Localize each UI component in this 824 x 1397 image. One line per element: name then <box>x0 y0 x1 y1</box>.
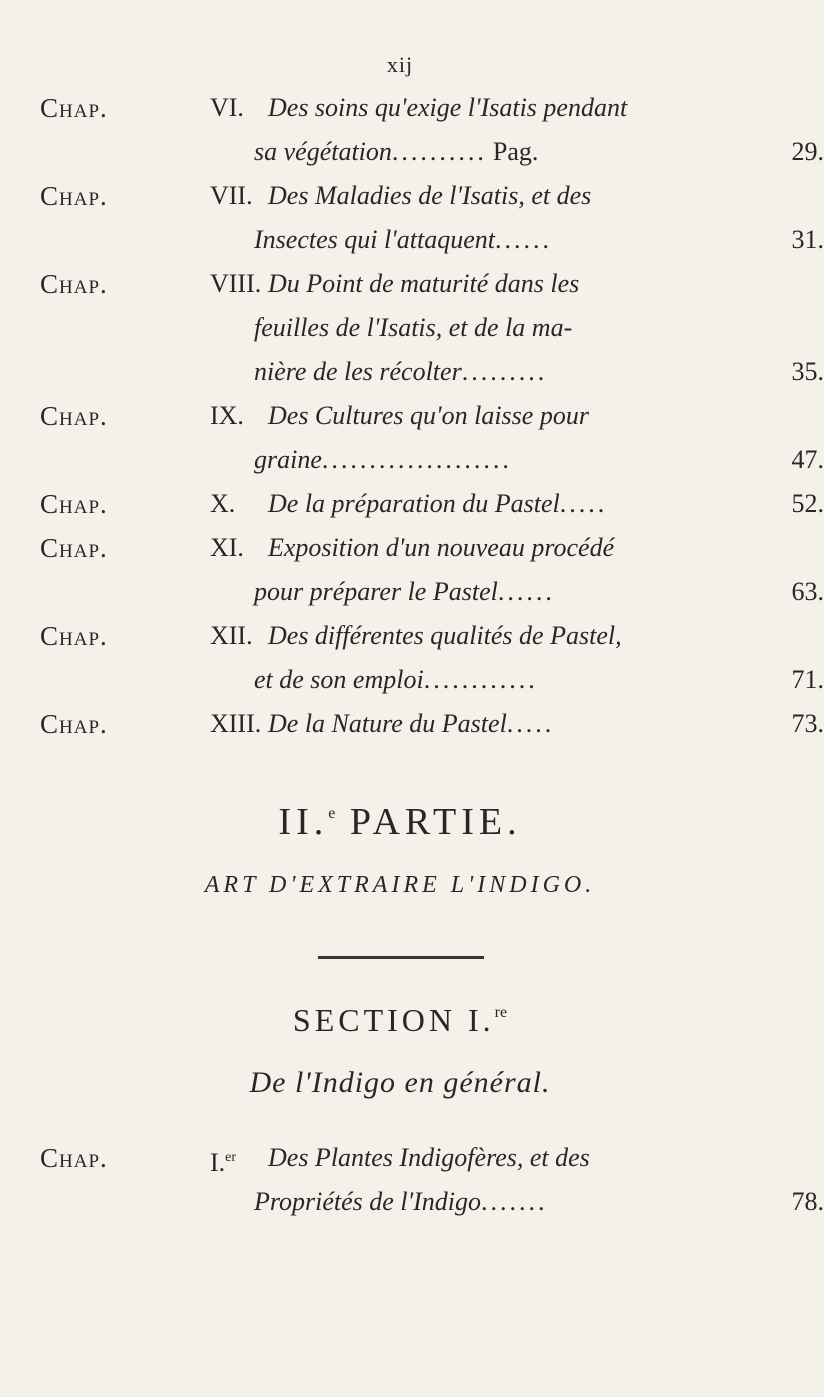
section-label: SECTION I. <box>292 1002 495 1038</box>
chap-number: IX. <box>210 401 244 430</box>
dot-leader: ....... <box>481 1187 548 1216</box>
toc-title-line: graine <box>254 445 322 474</box>
dot-leader: ..... <box>559 489 608 518</box>
chap-label: Chap. <box>40 93 108 123</box>
dot-leader: ......... <box>461 357 548 386</box>
toc-title-line: Des soins qu'exige l'Isatis pendant <box>268 93 628 122</box>
toc-title-line: Propriétés de l'Indigo <box>254 1187 482 1216</box>
chap-number-text: I. <box>210 1148 226 1177</box>
toc-line <box>254 438 824 482</box>
toc-line <box>210 174 780 218</box>
section-subtitle: De l'Indigo en général. <box>249 1066 551 1099</box>
section-sup: re <box>494 1004 508 1021</box>
toc-title-line: Des Cultures qu'on laisse pour <box>268 401 589 430</box>
chap-label: Chap. <box>40 709 108 739</box>
toc-line <box>210 262 780 306</box>
toc-entry <box>40 614 824 702</box>
toc-line <box>210 526 780 570</box>
dot-leader: ...... <box>494 225 552 254</box>
chap-number: XI. <box>210 533 244 562</box>
part-number-sup: e <box>328 805 336 822</box>
section-heading <box>0 1002 800 1039</box>
pag-label: Pag. <box>492 137 539 166</box>
page-ref: 73. <box>791 709 824 738</box>
page-ref: 52. <box>791 489 824 518</box>
toc-line <box>210 614 780 658</box>
chap-number <box>210 1136 236 1185</box>
page-ref: 71. <box>791 665 824 694</box>
toc-line <box>254 1180 824 1224</box>
chap-number: XII. <box>210 621 253 650</box>
dot-leader: ..... <box>506 709 555 738</box>
page-number: xij <box>386 52 414 77</box>
chap-label: Chap. <box>40 1143 108 1173</box>
chap-label: Chap. <box>40 269 108 299</box>
chap-number: VI. <box>210 93 244 122</box>
toc-line <box>210 394 780 438</box>
toc-line <box>254 350 824 394</box>
part-label: PARTIE. <box>349 801 522 843</box>
toc-line <box>254 130 824 174</box>
chap-label: Chap. <box>40 401 108 431</box>
toc-entry <box>40 482 824 526</box>
chap-label: Chap. <box>40 533 108 563</box>
toc-entry <box>40 394 824 482</box>
page-ref: 78. <box>791 1187 824 1216</box>
dot-leader: ............ <box>423 665 538 694</box>
toc-entry <box>40 174 824 262</box>
toc-title-line: pour préparer le Pastel <box>254 577 498 606</box>
chap-label: Chap. <box>40 489 108 519</box>
divider-rule <box>318 956 484 959</box>
toc-title-line: Des différentes qualités de Pastel, <box>268 621 622 650</box>
toc-title-line: De la préparation du Pastel <box>268 489 560 518</box>
toc-title-line: et de son emploi <box>254 665 424 694</box>
chap-number-sup: er <box>225 1150 237 1165</box>
toc-title-line: Insectes qui l'attaquent <box>254 225 495 254</box>
chap-label: Chap. <box>40 621 108 651</box>
chap-number: VII. <box>210 181 253 210</box>
toc-line <box>254 218 824 262</box>
dot-leader: .......... <box>391 137 487 166</box>
toc-entry <box>40 86 824 174</box>
toc-title-line: sa végétation <box>254 137 392 166</box>
toc-line <box>254 570 824 614</box>
toc-line <box>254 658 824 702</box>
page-ref: 29. <box>791 137 824 166</box>
page-ref: 47. <box>791 445 824 474</box>
toc-title-line: feuilles de l'Isatis, et de la ma- <box>254 313 573 342</box>
toc-title-line: Des Plantes Indigofères, et des <box>268 1143 590 1172</box>
chap-label: Chap. <box>40 181 108 211</box>
page-ref: 63. <box>791 577 824 606</box>
dot-leader: ...... <box>497 577 555 606</box>
chap-number: XIII. <box>210 709 262 738</box>
toc-entry <box>40 702 824 746</box>
part-subtitle: ART D'EXTRAIRE L'INDIGO. <box>204 872 596 898</box>
toc-title-line: De la Nature du Pastel <box>268 709 507 738</box>
toc-entry <box>40 526 824 614</box>
part-number: II. <box>278 801 329 843</box>
toc-title-line: Exposition d'un nouveau procédé <box>268 533 615 562</box>
page-ref: 31. <box>791 225 824 254</box>
toc-title-line: nière de les récolter <box>254 357 462 386</box>
toc-entry <box>40 262 824 394</box>
toc-title-line: Du Point de maturité dans les <box>268 269 580 298</box>
toc-line <box>254 306 780 350</box>
chap-number: X. <box>210 489 236 518</box>
chap-number: VIII. <box>210 269 262 298</box>
toc-line <box>210 702 824 746</box>
toc-entry-last <box>40 1136 824 1224</box>
part-heading <box>0 800 800 844</box>
toc-title-line: Des Maladies de l'Isatis, et des <box>268 181 592 210</box>
toc-line <box>210 482 824 526</box>
toc-line <box>210 86 780 130</box>
toc-line <box>210 1136 780 1180</box>
dot-leader: .................... <box>321 445 512 474</box>
page-ref: 35. <box>791 357 824 386</box>
